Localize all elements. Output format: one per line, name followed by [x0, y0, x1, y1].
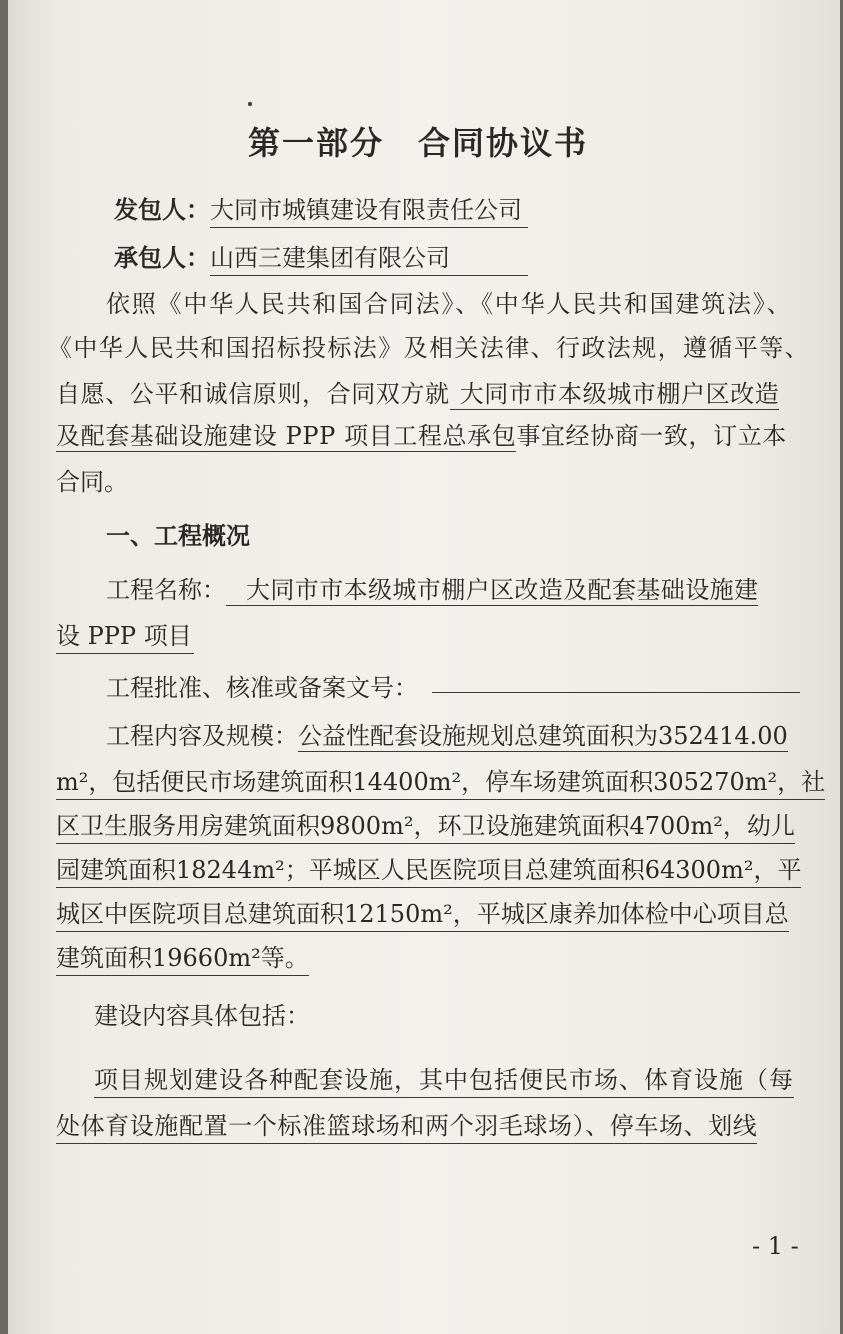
scope-line-2: m²，包括便民市场建筑面积14400m²，停车场建筑面积305270m²，社 [56, 766, 825, 800]
intro-line-4-text: 事宜经协商一致，订立本 [516, 422, 787, 450]
project-ref-2: 及配套基础设施建设 PPP 项目工程总承包 [56, 422, 517, 450]
project-ref-1: 大同市市本级城市棚户区改造 [450, 380, 780, 410]
document-page [8, 0, 840, 1334]
intro-line-5: 合同。 [56, 468, 128, 496]
scope-line-6: 建筑面积19660m²等。 [56, 942, 309, 976]
page-number: - 1 - [752, 1232, 799, 1260]
scope-label: 工程内容及规模： [106, 722, 298, 750]
contractor-value: 山西三建集团有限公司 [210, 242, 528, 276]
scope-line-3: 区卫生服务用房建筑面积9800m²，环卫设施建筑面积4700m²，幼儿 [56, 810, 795, 844]
construction-line-1: 项目规划建设各种配套设施，其中包括便民市场、体育设施（每 [94, 1064, 794, 1098]
intro-line-3 [56, 378, 779, 410]
scope-line-4: 园建筑面积18244m²；平城区人民医院项目总建筑面积64300m²，平 [56, 854, 801, 888]
scope-line-5: 城区中医院项目总建筑面积12150m²，平城区康养加体检中心项目总 [56, 898, 789, 932]
project-name-value-2: 设 PPP 项目 [56, 620, 194, 654]
project-name-line-2 [56, 620, 194, 654]
intro-line-1: 依照《中华人民共和国合同法》、《中华人民共和国建筑法》、 [106, 290, 793, 318]
approval-blank [432, 692, 800, 693]
contractor-label: 承包人： [114, 243, 210, 272]
ink-dot [248, 102, 252, 106]
project-name-line [106, 574, 758, 606]
project-name-label: 工程名称： [106, 576, 226, 604]
employer-value: 大同市城镇建设有限责任公司 [210, 194, 528, 228]
project-name-value-1: 大同市市本级城市棚户区改造及配套基础设施建 [226, 576, 758, 606]
page-title: 第一部分 合同协议书 [248, 124, 589, 162]
scope-line-1 [106, 720, 788, 752]
intro-line-4 [56, 420, 787, 452]
employer-label: 发包人： [114, 195, 210, 224]
scope-text-1: 公益性配套设施规划总建筑面积为352414.00 [298, 722, 788, 750]
contractor-line [114, 242, 528, 276]
intro-line-2: 《中华人民共和国招标投标法》及相关法律、行政法规，遵循平等、 [48, 334, 810, 362]
intro-line-3-text: 自愿、公平和诚信原则，合同双方就 [56, 380, 450, 408]
section-heading: 一、工程概况 [106, 521, 250, 550]
approval-label: 工程批准、核准或备案文号： [106, 674, 418, 702]
employer-line [114, 194, 528, 228]
construction-line-2: 处体育设施配置一个标准篮球场和两个羽毛球场）、停车场、划线 [56, 1110, 757, 1144]
construction-heading: 建设内容具体包括： [94, 1002, 310, 1030]
